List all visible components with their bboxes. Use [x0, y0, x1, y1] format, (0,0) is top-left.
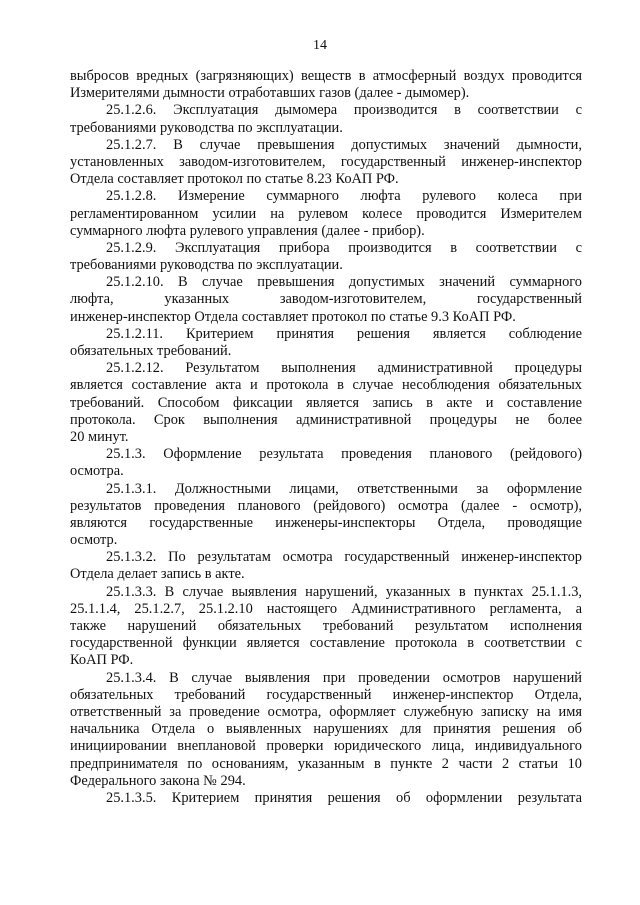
text-line: инициировании внеплановой проверки юридического лица, индивидуального	[70, 738, 582, 755]
paragraph-first-line: 25.1.2.11. Критерием принятия решения является соблюдение	[106, 325, 582, 342]
text-line: обязательных требований.	[70, 343, 232, 359]
text-line: начальника Отдела о выявленных нарушениях для принятия решения об	[70, 721, 582, 738]
paragraph-first-line: 25.1.2.6. Эксплуатация дымомера производится в соответствии с	[106, 102, 582, 119]
text-line: регламентированном усилии на рулевом колесе проводится Измерителем	[70, 205, 582, 222]
text-line: ответственный за проведение осмотра, оформляет служебную записку на имя	[70, 703, 582, 720]
text-line: также нарушений обязательных требований результатом исполнения	[70, 618, 582, 634]
paragraph-first-line: 25.1.3.3. В случае выявления нарушений, указанных в пунктах 25.1.1.3,	[106, 583, 582, 600]
text-line: результатов проведения планового (рейдового) осмотра (далее - осмотр),	[70, 497, 582, 514]
text-line: суммарного люфта рулевого управления (далее - прибор).	[70, 222, 425, 239]
text-line: Отдела составляет протокол по статье 8.23 КоАП РФ.	[70, 171, 399, 188]
paragraph-first-line: 25.1.3. Оформление результата проведения планового (рейдового)	[106, 446, 582, 463]
text-line: установленных заводом-изготовителем, государственный инженер-инспектор	[70, 153, 582, 170]
text-line: государственной функции является составление протокола в соответствии с	[70, 635, 582, 652]
paragraph-first-line: 25.1.2.8. Измерение суммарного люфта рулевого колеса при	[106, 188, 582, 205]
text-line: 25.1.1.4, 25.1.2.7, 25.1.2.10 настоящего Административного регламента, а	[70, 600, 582, 617]
paragraph-first-line: 25.1.2.7. В случае превышения допустимых значений дымности,	[106, 136, 582, 153]
text-line: осмотра.	[70, 463, 124, 480]
text-line: требованиями руководства по эксплуатации.	[70, 119, 343, 136]
document-body	[70, 68, 582, 807]
text-line: является составление акта и протокола в случае несоблюдения обязательных	[70, 377, 582, 394]
text-line: требованиями руководства по эксплуатации.	[70, 257, 343, 274]
text-line: 20 минут.	[70, 428, 129, 445]
page-number: 14	[313, 38, 327, 53]
paragraph-first-line: 25.1.2.9. Эксплуатация прибора производится в соответствии с	[106, 239, 582, 256]
text-line: Федерального закона № 294.	[70, 772, 246, 789]
paragraph-first-line: 25.1.3.4. В случае выявления при проведении осмотров нарушений	[106, 669, 582, 686]
text-line: требований. Способом фиксации является запись в акте и составление	[70, 394, 582, 411]
paragraph-first-line: 25.1.2.10. В случае превышения допустимых значений суммарного	[106, 274, 582, 291]
text-line: протокола. Срок выполнения административной процедуры не более	[70, 411, 582, 428]
paragraph-first-line: 25.1.2.12. Результатом выполнения административной процедуры	[106, 360, 582, 377]
text-line: являются государственные инженеры-инспекторы Отдела, проводящие	[70, 514, 582, 531]
text-line: осмотр.	[70, 532, 118, 549]
text-line: Измерителями дымности отработавших газов (далее - дымомер).	[70, 85, 470, 102]
paragraph-first-line: 25.1.3.2. По результатам осмотра государственный инженер-инспектор	[106, 549, 582, 566]
text-line: выбросов вредных (загрязняющих) веществ в атмосферный воздух проводится	[70, 68, 582, 84]
text-line: инженер-инспектор Отдела составляет протокол по статье 9.3 КоАП РФ.	[70, 308, 516, 325]
text-line: люфта, указанных заводом-изготовителем, государственный	[70, 291, 582, 308]
text-line: Отдела делает запись в акте.	[70, 566, 245, 583]
text-line: предпринимателя по основаниям, указанным в пункте 2 части 2 статьи 10	[70, 755, 582, 772]
paragraph-first-line: 25.1.3.5. Критерием принятия решения об оформлении результата	[106, 789, 582, 806]
text-line: обязательных требований государственный инженер-инспектор Отдела,	[70, 686, 582, 703]
paragraph-first-line: 25.1.3.1. Должностными лицами, ответственными за оформление	[106, 480, 582, 497]
text-line: КоАП РФ.	[70, 652, 134, 669]
